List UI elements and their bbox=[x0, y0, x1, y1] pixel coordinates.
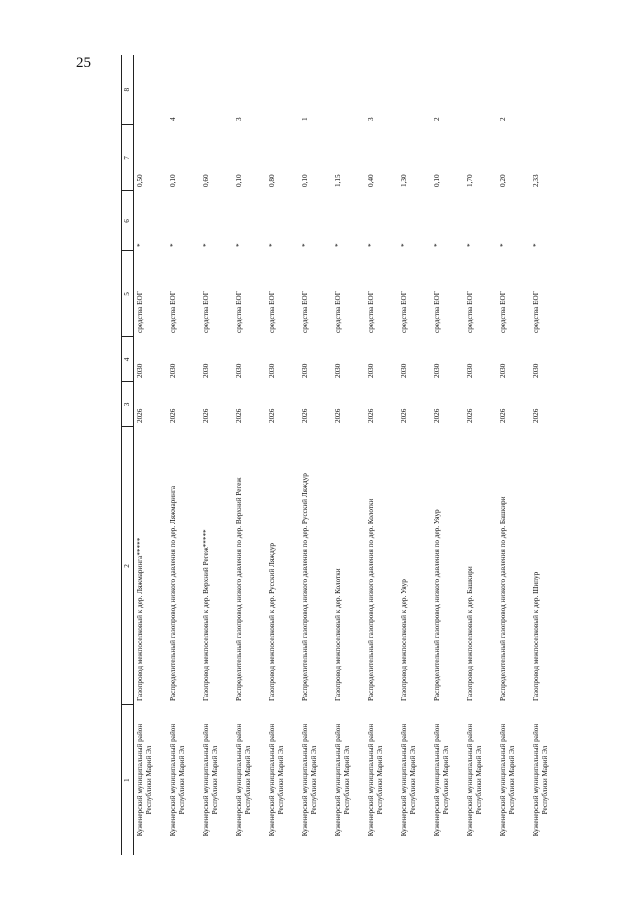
mark-cell: * bbox=[168, 243, 177, 247]
table-row bbox=[299, 55, 332, 855]
column-header: 2 bbox=[122, 427, 134, 705]
end-year-cell: 2030 bbox=[432, 363, 441, 378]
start-year-cell: 2026 bbox=[168, 408, 177, 423]
households-cell: 4 bbox=[168, 117, 177, 121]
end-year-cell: 2030 bbox=[399, 363, 408, 378]
households-cell: 3 bbox=[366, 117, 375, 121]
mark-cell: * bbox=[136, 243, 144, 247]
object-cell: Газопровод межпоселковый к дер. Верхний Регеж***** bbox=[201, 529, 210, 701]
funding-source-cell: средства ЕОГ bbox=[531, 291, 540, 333]
mark-cell: * bbox=[531, 243, 540, 247]
households-cell bbox=[332, 55, 365, 125]
header-row bbox=[122, 55, 134, 855]
mark-cell: * bbox=[465, 243, 474, 247]
object-cell: Распределительный газопровод низкого давления по дер. Верхний Регеж bbox=[234, 477, 243, 701]
column-header: 8 bbox=[122, 55, 134, 125]
column-header: 5 bbox=[122, 251, 134, 337]
households-cell bbox=[530, 55, 563, 125]
start-year-cell: 2026 bbox=[234, 408, 243, 423]
object-cell: Газопровод межпоселковый к дер. Уяур bbox=[399, 579, 408, 701]
object-cell: Газопровод межпоселковый к дер. Колотки bbox=[333, 568, 342, 701]
end-year-cell: 2030 bbox=[498, 363, 507, 378]
start-year-cell: 2026 bbox=[267, 408, 276, 423]
start-year-cell: 2026 bbox=[432, 408, 441, 423]
length-cell: 0,40 bbox=[366, 174, 375, 187]
start-year-cell: 2026 bbox=[531, 408, 540, 423]
length-cell: 1,30 bbox=[399, 174, 408, 187]
households-cell bbox=[266, 55, 299, 125]
district-cell: Куженерский муниципальный район Республики Марий Эл bbox=[234, 723, 252, 837]
district-cell: Куженерский муниципальный район Республики Марий Эл bbox=[333, 723, 351, 837]
start-year-cell: 2026 bbox=[136, 408, 144, 423]
start-year-cell: 2026 bbox=[201, 408, 210, 423]
table-row bbox=[134, 55, 167, 855]
object-cell: Газопровод межпоселковый к дер. Башкири bbox=[465, 566, 474, 701]
length-cell: 0,60 bbox=[201, 174, 210, 187]
length-cell: 0,10 bbox=[432, 174, 441, 187]
end-year-cell: 2030 bbox=[168, 363, 177, 378]
district-cell: Куженерский муниципальный район Республики Марий Эл bbox=[201, 723, 219, 837]
table-row bbox=[200, 55, 233, 855]
district-cell: Куженерский муниципальный район Республики Марий Эл bbox=[267, 723, 285, 837]
end-year-cell: 2030 bbox=[531, 363, 540, 378]
funding-source-cell: средства ЕОГ bbox=[267, 291, 276, 333]
length-cell: 0,50 bbox=[136, 174, 144, 187]
table-row bbox=[464, 55, 497, 855]
funding-source-cell: средства ЕОГ bbox=[498, 291, 507, 333]
start-year-cell: 2026 bbox=[366, 408, 375, 423]
district-cell: Куженерский муниципальный район Республики Марий Эл bbox=[498, 723, 516, 837]
mark-cell: * bbox=[432, 243, 441, 247]
table-row bbox=[398, 55, 431, 855]
table-header bbox=[122, 55, 134, 855]
households-cell: 3 bbox=[234, 117, 243, 121]
funding-source-cell: средства ЕОГ bbox=[136, 291, 144, 333]
district-cell: Куженерский муниципальный район Республики Марий Эл bbox=[531, 723, 549, 837]
funding-source-cell: средства ЕОГ bbox=[201, 291, 210, 333]
district-cell: Куженерский муниципальный район Республики Марий Эл bbox=[366, 723, 384, 837]
mark-cell: * bbox=[333, 243, 342, 247]
column-header: 4 bbox=[122, 337, 134, 382]
start-year-cell: 2026 bbox=[333, 408, 342, 423]
start-year-cell: 2026 bbox=[465, 408, 474, 423]
length-cell: 1,70 bbox=[465, 174, 474, 187]
funding-source-cell: средства ЕОГ bbox=[300, 291, 309, 333]
end-year-cell: 2030 bbox=[366, 363, 375, 378]
funding-source-cell: средства ЕОГ bbox=[168, 291, 177, 333]
column-header: 7 bbox=[122, 125, 134, 191]
end-year-cell: 2030 bbox=[136, 363, 144, 378]
mark-cell: * bbox=[366, 243, 375, 247]
funding-source-cell: средства ЕОГ bbox=[366, 291, 375, 333]
page-number: 25 bbox=[76, 55, 91, 71]
length-cell: 0,10 bbox=[300, 174, 309, 187]
length-cell: 1,15 bbox=[333, 174, 342, 187]
object-cell: Газопровод межпоселковый к дер. Русский Ляждур bbox=[267, 542, 276, 701]
object-cell: Распределительный газопровод низкого давления по дер. Ляжмаринга bbox=[168, 485, 177, 701]
table-row bbox=[365, 55, 398, 855]
table-row bbox=[233, 55, 266, 855]
mark-cell: * bbox=[399, 243, 408, 247]
mark-cell: * bbox=[300, 243, 309, 247]
district-cell: Куженерский муниципальный район Республики Марий Эл bbox=[432, 723, 450, 837]
funding-source-cell: средства ЕОГ bbox=[333, 291, 342, 333]
end-year-cell: 2030 bbox=[201, 363, 210, 378]
object-cell: Газопровод межпоселковый к дер. Шипур bbox=[531, 571, 540, 701]
table-row bbox=[530, 55, 563, 855]
table-row bbox=[332, 55, 365, 855]
funding-source-cell: средства ЕОГ bbox=[465, 291, 474, 333]
mark-cell: * bbox=[201, 243, 210, 247]
end-year-cell: 2030 bbox=[267, 363, 276, 378]
households-cell bbox=[398, 55, 431, 125]
table-body bbox=[134, 55, 563, 855]
column-header: 6 bbox=[122, 191, 134, 251]
table-row bbox=[167, 55, 200, 855]
length-cell: 0,10 bbox=[234, 174, 243, 187]
object-cell: Распределительный газопровод низкого давления по дер. Русский Ляждур bbox=[300, 473, 309, 701]
start-year-cell: 2026 bbox=[498, 408, 507, 423]
funding-source-cell: средства ЕОГ bbox=[399, 291, 408, 333]
object-cell: Распределительный газопровод низкого давления по дер. Уяур bbox=[432, 509, 441, 701]
length-cell: 0,80 bbox=[267, 174, 276, 187]
households-cell: 2 bbox=[498, 117, 507, 121]
households-cell: 1 bbox=[300, 117, 309, 121]
mark-cell: * bbox=[267, 243, 276, 247]
district-cell: Куженерский муниципальный район Республики Марий Эл bbox=[168, 723, 186, 837]
mark-cell: * bbox=[498, 243, 507, 247]
column-header: 1 bbox=[122, 705, 134, 855]
funding-source-cell: средства ЕОГ bbox=[432, 291, 441, 333]
households-cell bbox=[464, 55, 497, 125]
gas-pipeline-table bbox=[121, 55, 563, 855]
district-cell: Куженерский муниципальный район Республики Марий Эл bbox=[399, 723, 417, 837]
table-row bbox=[497, 55, 530, 855]
households-cell: 2 bbox=[432, 117, 441, 121]
object-cell: Распределительный газопровод низкого давления по дер. Колотки bbox=[366, 498, 375, 701]
table-row bbox=[266, 55, 299, 855]
end-year-cell: 2030 bbox=[300, 363, 309, 378]
table-row bbox=[431, 55, 464, 855]
district-cell: Куженерский муниципальный район Республики Марий Эл bbox=[465, 723, 483, 837]
object-cell: Газопровод межпоселковый к дер. Ляжмаринга***** bbox=[136, 537, 144, 701]
end-year-cell: 2030 bbox=[234, 363, 243, 378]
object-cell: Распределительный газопровод низкого давления по дер. Башкири bbox=[498, 496, 507, 701]
length-cell: 0,20 bbox=[498, 174, 507, 187]
end-year-cell: 2030 bbox=[333, 363, 342, 378]
district-cell: Куженерский муниципальный район Республики Марий Эл bbox=[300, 723, 318, 837]
start-year-cell: 2026 bbox=[399, 408, 408, 423]
length-cell: 0,10 bbox=[168, 174, 177, 187]
column-header: 3 bbox=[122, 382, 134, 427]
end-year-cell: 2030 bbox=[465, 363, 474, 378]
rotated-table-container bbox=[121, 55, 581, 855]
length-cell: 2,33 bbox=[531, 174, 540, 187]
district-cell: Куженерский муниципальный район Республики Марий Эл bbox=[136, 723, 153, 837]
households-cell bbox=[134, 55, 167, 125]
mark-cell: * bbox=[234, 243, 243, 247]
households-cell bbox=[200, 55, 233, 125]
start-year-cell: 2026 bbox=[300, 408, 309, 423]
funding-source-cell: средства ЕОГ bbox=[234, 291, 243, 333]
